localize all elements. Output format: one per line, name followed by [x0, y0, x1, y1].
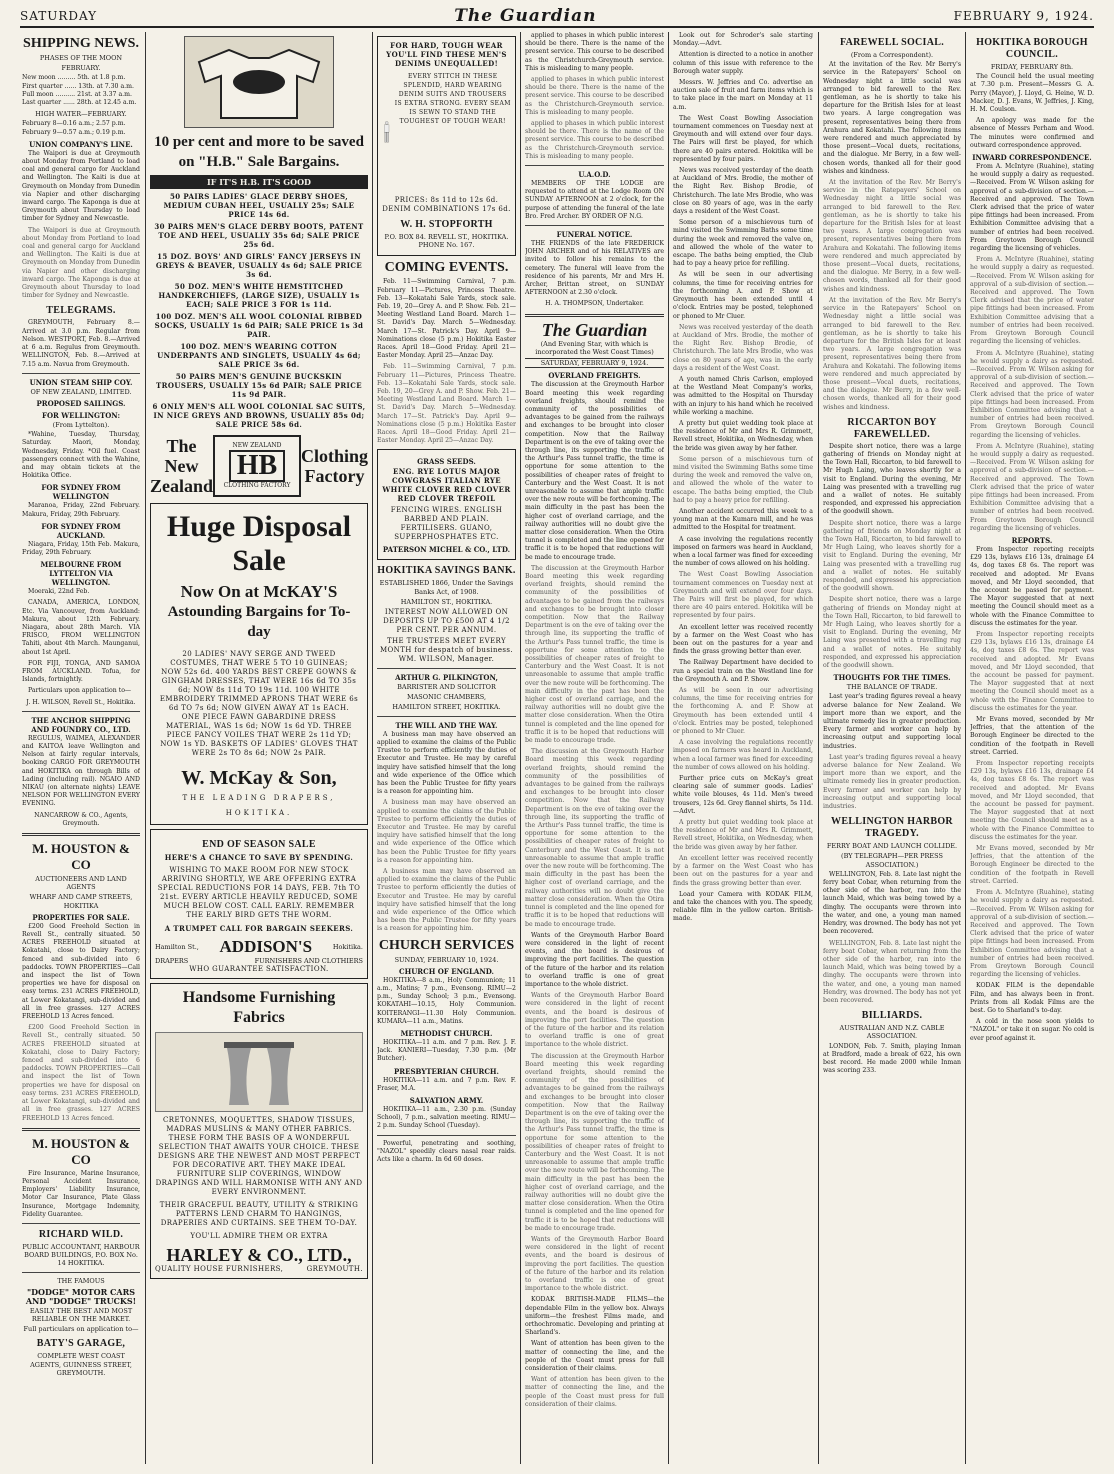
column-7 — [970, 32, 1094, 1464]
billiards-sub: AUSTRALIAN AND N.Z. CABLE ASSOCIATION. — [839, 1024, 945, 1041]
hb-logo-cf: CLOTHING FACTORY — [223, 482, 291, 489]
overland-text: The discussion at the Greymouth Harbor Board meeting this week regarding overland freights, should remind the community of the possibilities of advantages to be gained from the railways and exchanges to be brought into closer competition. Now that the Railway Department is on the eve of taking over the through line, its supporting the traffic of the Arthur's Pass tunnel traffic, the time is opportune for some attention to the possibilities of cheaper rates of freight to Canterbury and the West Coast. It is not unreasonable to assume that ample traffic over the new route will be forthcoming. The main difficulty in the past has been the higher cost of overland carriage, and the railway authorities will no doubt give the matter close consideration. When the Otira tunnel is completed and the line opened for traffic it is to be hoped that reductions will be made to encourage trade. — [525, 748, 664, 928]
houston-title: M. HOUSTON & CO — [32, 1135, 130, 1167]
nancarrow: NANCARROW & CO., Agents, Greymouth. — [34, 811, 128, 827]
kodak-text: KODAK BRITISH-MADE FILMS—the dependable Film in the yellow box. Always uniform—the freshest Films made, and orthochromatic. Developing and printing at Sharland's. — [525, 1296, 664, 1337]
properties-text: £200 Good Freehold Section in Revell St., centrally situated. 50 ACRES FREEHOLD situated at Kokatahi, close to Dairy Factory; fenced and sub-divided into 6 paddocks. TOWN PROPERTIES—Call and inspect the list of Town properties we have for disposal on easy terms. 231 ACRES FREEHOLD, at Lower Kokatangi, sub-divided and all in free grasses. 127 ACRES FREEHOLD 13 Acres fenced. — [22, 1024, 140, 1122]
farewell-corr: (From a Correspondent). — [850, 51, 934, 59]
hb-badge-row — [150, 435, 368, 497]
sale-item: 6 ONLY MEN'S ALL WOOL COLONIAL SAC SUITS, IN NICE GREYS AND BROWNS, USUALLY 85s 0d; SALE PRICE 58s 6d. — [152, 402, 366, 429]
trumpet: A TRUMPET CALL FOR BARGAIN SEEKERS. — [164, 924, 354, 933]
barrister: BARRISTER AND SOLICITOR — [397, 683, 496, 692]
riccarton-text: Despite short notice, there was a large gathering of friends on Monday night at the Town Hall, Riccarton, to bid farewell to Mr Hugh Laing, who leaves shortly for a visit to England. During the evening, Mr Laing was presented with a travelling rug and a wallet of notes. He suitably responded, and expressed his appreciation of the goodwill shown. — [823, 519, 961, 593]
clothing: Clothing — [300, 446, 368, 466]
paterson: PATERSON MICHEL & CO., LTD. — [382, 545, 511, 555]
addison-hamilton: Hamilton St., — [155, 942, 199, 951]
moon-phase: New moon ......... 5th. at 1.8 p.m. — [22, 74, 126, 82]
richard-wild: RICHARD WILD. — [38, 1228, 124, 1240]
coe-text: HOKITIKA—8 a.m., Holy Communion; 11 a.m., Matins; 7 p.m., Evensong. RIMU—2 p.m., Sunday School; 3 p.m., Evensong. KOKATAHI—10.15, Holy Communion. KOITERANGI—11.30 Holy Communion. KUMARA—11 a.m., Matins. — [377, 976, 516, 1025]
sailings-title: PROPOSED SAILINGS. — [36, 398, 126, 408]
farewell-title: FAREWELL SOCIAL. — [839, 37, 945, 48]
wharf: WHARF AND CAMP STREETS, HOKITIKA — [29, 893, 133, 910]
farewell-text: At the invitation of the Rev. Mr Berry's service in the Ratepayers' School on Wednesday night a little social was arranged to bid farewell to the Rev. gentleman, as he is shortly to take his departure for the British Isles for at least two years. A large congregation was present, representatives being there from Arahura and Kokatahi. The following items were rendered and much appreciated by those present—Vocal duets, recitations, and the dialogue. Mr Berry, in a few well-chosen words, thanked all for their good wishes and kindness. — [823, 61, 961, 175]
ferry-collide: FERRY BOAT AND LAUNCH COLLIDE. — [826, 842, 958, 851]
thoughts-text: Last year's trading figures reveal a heavy adverse balance for New Zealand. We import more than we export, and the ultimate remedy lies in greater production. Every farmer and worker can help by increasing output and supporting local industries. — [823, 693, 961, 750]
union-text: The Waipori is due at Greymouth about Monday from Portland to load coal and general cargo for Auckland and Wellington. The Kaiti is due at Greymouth on Monday from Dunedin via Napier and other discharging inward cargo. The Kaponga is due at Greymouth about Thursday to load timber for Sydney and Newcastle. — [22, 226, 140, 300]
funeral-title: FUNERAL NOTICE. — [556, 230, 633, 240]
admire-text: YOU'LL ADMIRE THEM OR EXTRA — [190, 1232, 328, 1241]
shirt-icon — [189, 42, 329, 122]
sale-word: Sale — [232, 544, 286, 577]
harley-ad — [150, 983, 368, 1279]
properties-title: PROPERTIES FOR SALE. — [32, 912, 130, 922]
column-rule — [145, 32, 146, 1464]
zealand: Zealand — [150, 476, 214, 496]
telegrams-text: GREYMOUTH, February 8.—Arrived at 3.0 p.m. Regular from Nelson. WESTPORT, Feb. 8.—Arrived at 6 a.m. Regulus from Greymouth. WELLINGTON, Feb. 8.—Arrived at 7.15 a.m. Navua from Greymouth. — [22, 319, 140, 368]
properties-text: £200 Good Freehold Section in Revell St., centrally situated. 50 ACRES FREEHOLD situated at Kokatahi, close to Dairy Factory; fenced and sub-divided into 6 paddocks. TOWN PROPERTIES—Call and inspect the list of Town properties we have for disposal on easy terms. 231 ACRES FREEHOLD, at Lower Kokatangi, sub-divided and all in free grasses. 127 ACRES FREEHOLD 13 Acres fenced. — [22, 922, 140, 1021]
hb-logo — [213, 435, 301, 497]
hard-wear: FOR HARD, TOUGH WEAR YOU'LL FIND THESE MEN'S DENIMS UNEQUALLED! — [386, 41, 507, 68]
news-item: A youth named Chris Carlson, employed at the Westland Meat Company's works, was admitted to the Hospital on Thursday with an injury to his hand which he received while working a machine. — [673, 375, 813, 416]
wanted-text: Want of attention has been given to the matter of connecting the line, and the people of the Coast must press for full consideration of their claims. — [525, 1376, 664, 1408]
heres-chance: HERE'S A CHANCE TO SAVE BY SPENDING. — [164, 853, 354, 862]
news-item: As will be seen in our advertising columns, the time for receiving entries for the forthcoming A. and P. Show at Greymouth has been extended until 4 o'clock. Entries may be posted, telephoned or phoned to Mr Cluer. — [673, 687, 813, 736]
news-item: News was received yesterday of the death at Auckland of Mrs. Brodie, the mother of the Right Rev. Bishop Brodie, of Christchurch. The late Mrs Brodie, who was close on 80 years of age, was in the early days a resident of the West Coast. — [673, 167, 813, 216]
paterson-ad — [377, 449, 516, 560]
high-water-row: February 9—0.57 a.m.; 0.19 p.m. — [22, 128, 126, 136]
addison-furnishers: FURNISHERS AND CLOTHIERS — [254, 957, 363, 965]
undertaker: H. A. THOMPSON, Undertaker. — [545, 300, 644, 308]
sydney-text: Maranoa, Friday, 22nd February. Makura, Friday, 29th February. — [22, 502, 140, 518]
news-item: Another accident occurred this week to a young man at the Kumara mill, and he was admitted to the Hospital for treatment. — [673, 507, 813, 532]
news-item: Attention is directed to a notice in another column of this issue with reference to the Borough water supply. — [673, 51, 813, 75]
sale-item: 50 DOZ. MEN'S WHITE HEMSTITCHED HANDKERCHIEFS, (LARGE SIZE), USUALLY 1s EACH; SALE PRICE 3 FOR 1s 11d. — [158, 282, 360, 309]
inward-text: From A. McIntyre (Ruahine), stating he would supply a dairy as requested.—Received. From W. Wilson asking for approval of a sub-division of section.—Received and approved. The Town Clerk advised that the price of water pipe fittings had been increased. From Exhibition Committee advising that a number of entries had been received. From Greytown Borough Council regarding the licensing of vehicles. — [970, 256, 1094, 346]
handsome-fabrics: Handsome Furnishing Fabrics — [182, 989, 336, 1027]
dodge-title: "DODGE" MOTOR CARS AND "DODGE" TRUCKS! — [25, 1286, 137, 1306]
houston-title: M. HOUSTON & CO — [32, 841, 130, 873]
column-rule — [520, 32, 521, 1464]
news-item: As will be seen in our advertising columns, the time for receiving entries for the forthcoming A. and P. Show at Greymouth has been extended until 4 o'clock. Entries may be posted, telephoned or phoned to Mr Cluer. — [673, 271, 813, 320]
pilkington-address: HAMILTON STREET, HOKITIKA. — [392, 703, 501, 712]
news-item: The West Coast Bowling Association tournament commences on Tuesday next at Greymouth and will extend over four days. The Pairs will first be played, for which there are 40 pairs entered. Hokitika will be represented by four pairs. — [673, 571, 813, 620]
addison-guarantee: WHO GUARANTEE SATISFACTION. — [189, 965, 329, 974]
news-item: The Railway Department have decided to run a special train on the Westland line for the Greymouth A. and P. Show. — [673, 659, 813, 683]
end-season: END OF SEASON SALE — [202, 839, 316, 850]
agent: J. H. WILSON, Revell St., Hokitika. — [26, 698, 136, 706]
telegrams-title: TELEGRAMS. — [46, 305, 116, 317]
council-date: FRIDAY, FEBRUARY 8th. — [990, 63, 1074, 71]
disposal-text: 20 LADIES' NAVY SERGE AND TWEED COSTUMES, THAT WERE 5 TO 10 GUINEAS; NOW 52s 6d. 400 YARDS BEST CREPE GOWNS & GINGHAM DRESSES, THAT WERE 16s 6d TO 35s 6d; NOW 8s 11d TO 19s 11d. 100 WHITE EMBROIDERY TRIMMED APRONS THAT WERE 6s 6d TO 7s 6d; NOW GIVEN AWAY AT 1s EACH. ONE PIECE FAWN GABARDINE DRESS MATERIAL, WAS 1s 6d; NOW 1s 6d YD. THREE PIECE FANCY VOILES THAT WERE 2s 11d YD; NOW 1s YD. BASKETS OF LADIES' GLOVES THAT WERE 2s TO 8s 6d; NOW 2s PAIR. — [159, 650, 359, 757]
billiards-text: LONDON, Feb. 7. Smith, playing Inman at Bradford, made a break of 622, his own best record. He made 2000 while Inman was scoring 233. — [823, 1042, 961, 1075]
richard-wild-sub: PUBLIC ACCOUNTANT, HARBOUR BOARD BUILDINGS, P.O. BOX No. 14 HOKITIKA. — [22, 1242, 140, 1268]
fencing: FENCING WIRES. ENGLISH BARBED AND PLAIN. FERTILISERS. GUANO, SUPERPHOSPHATES ETC. — [390, 506, 503, 542]
uss-title: UNION STEAM SHIP COY. — [29, 377, 133, 387]
famous: THE FAMOUS — [57, 1276, 105, 1285]
balance-title: THE BALANCE OF TRADE. — [846, 683, 938, 692]
riccarton-text: Despite short notice, there was a large gathering of friends on Monday night at the Town Hall, Riccarton, to bid farewell to Mr Hugh Laing, who leaves shortly for a visit to England. During the evening, Mr Laing was presented with a travelling rug and a wallet of notes. He suitably responded, and expressed his appreciation of the goodwill shown. — [823, 442, 961, 516]
hb-logo-nz: NEW ZEALAND — [232, 441, 282, 449]
nazol-ad: Powerful, penetrating and soothing, "NAZOL" speedily clears nasal rear raids. Acts like a charm. In 6d 60 doses. — [377, 1139, 516, 1164]
inward-text: From A. McIntyre (Ruahine), stating he would supply a dairy as requested.—Received. From W. Wilson asking for approval of a sub-division of section.—Received and approved. The Town Clerk advised that the price of water pipe fittings had been increased. From Exhibition Committee advising that a number of entries had been received. From Greytown Borough Council regarding the licensing of vehicles. — [970, 349, 1094, 439]
stopforth-ad — [377, 36, 516, 256]
coming-events: COMING EVENTS. — [384, 260, 509, 276]
masthead — [20, 6, 1094, 28]
evans-text: Mr Evans moved, seconded by Mr Jeffries, that the attention of the Borough Engineer be directed to the condition of the footpath in Revell street. Carried. — [970, 845, 1094, 885]
reports-title: REPORTS. — [1011, 535, 1053, 545]
masonic: MASONIC CHAMBERS, — [406, 693, 487, 702]
addison-drapers: DRAPERS — [155, 957, 189, 965]
top-text: applied to phases in which public interest should be there. There is the name of the present service. This course to be described as the Christchurch-Greymouth service. This is misleading to many people. — [525, 76, 664, 116]
salvation-title: SALVATION ARMY. — [409, 1096, 484, 1105]
salvation-text: HOKITIKA—11 a.m., 2.30 p.m. (Sunday School), 7 p.m., salvation meeting. RIMU—2 p.m. Sunday School (Tuesday). — [377, 1106, 516, 1130]
wants-text: Wants of the Greymouth Harbor Board were considered in the light of recent events, and the board is desirous of improving the port facilities. The question of the future of the harbor and its relation to overland traffic is one of great importance to the whole district. — [525, 992, 664, 1049]
moon-phase: Last quarter ...... 28th. at 12.45 a.m. — [22, 99, 137, 107]
denim-prices: PRICES: 8s 11d to 12s 6d. DENIM COMBINATIONS 17s 6d. — [382, 196, 511, 213]
union-title: UNION COMPANY'S LINE. — [29, 139, 133, 149]
column-4 — [525, 32, 664, 1464]
high-water-title: HIGH WATER—FEBRUARY. — [35, 110, 127, 119]
factory: Factory — [304, 466, 365, 486]
will-text: A business man may have observed an applied to examine the claims of the Public Trustee to perform efficiently the duties of Executor and Trustee. He may by careful inquiry have satisfied himself that the long and wide experience of the Office which has been the Public Trustee for fifty years is a reason for appointing him. — [377, 799, 516, 864]
column-ads — [150, 32, 368, 1464]
events-text: Feb. 11—Swimming Carnival, 7 p.m. February 11—Pictures, Princess Theatre. Feb. 13—Kokatahi Sale Yards, stock sale. Feb. 19, 20—Grey A. and P. Show. Feb. 21—Meeting Westland Land Board. March 1—St. David's Day. March 5—Wednesday. March 17—St. Patrick's Day. April 9—Nominations close (5 p.m.) Hokitika Easter Races. April 18—Good Friday. April 21—Easter Monday. April 25—Anzac Day. — [377, 363, 516, 445]
top-text: applied to phases in which public interest should be there. There is the name of the present service. This course to be described as the Christchurch-Greymouth service. This is misleading to many people. — [525, 120, 664, 160]
riccarton-text: Despite short notice, there was a large gathering of friends on Monday night at the Town Hall, Riccarton, to bid farewell to Mr Hugh Laing, who leaves shortly for a visit to England. During the evening, Mr Laing was presented with a travelling rug and a wallet of notes. He suitably responded, and expressed his appreciation of the goodwill shown. — [823, 596, 961, 670]
dodge-easily: EASILY THE BEST AND MOST RELIABLE ON THE MARKET. — [29, 1306, 133, 1323]
quality-house: QUALITY HOUSE FURNISHERS, — [155, 1265, 284, 1274]
news-item: A case involving the regulations recently imposed on farmers was heard in Auckland, when a local farmer was fined for exceeding the number of cows allowed on his holding. — [673, 739, 813, 771]
news-item: News was received yesterday of the death at Auckland of Mrs. Brodie, the mother of the Right Rev. Bishop Brodie, of Christchurch. The late Mrs Brodie, who was close on 80 years of age, was in the early days a resident of the West Coast. — [673, 323, 813, 372]
baty-sub: COMPLETE WEST COAST AGENTS, GUINNESS STREET, GREYMOUTH. — [30, 1352, 132, 1377]
stopforth-address: P.O. BOX 84. REVELL ST., HOKITIKA. PHONE No. 167. — [384, 233, 509, 250]
pilkington: ARTHUR G. PILKINGTON, — [395, 673, 498, 683]
church-services: CHURCH SERVICES — [378, 937, 515, 953]
reports-text: From Inspector reporting receipts £29 13s, bylaws £16 13s, drainage £4 4s, dog taxes £8 6s. The report was received and adopted. Mr Evans moved, and Mr Lloyd seconded, that the account be passed for payment. The Mayor suggested that at next meeting the Council should meet as a whole with the Finance Committee to discuss the estimates for the year. — [970, 545, 1094, 627]
inward-text: From A. McIntyre (Ruahine), stating he would supply a dairy as requested.—Received. From W. Wilson asking for approval of a sub-division of section.—Received and approved. The Town Clerk advised that the price of water pipe fittings had been increased. From Exhibition Committee advising that a number of entries had been received. From Greytown Borough Council regarding the licensing of vehicles. — [970, 889, 1094, 979]
news-item: Messrs. W. Jeffries and Co. advertise an auction sale of fruit and farm items which is to take place in the mart on Monday at 11 a.m. — [673, 79, 813, 111]
union-text: The Waipori is due at Greymouth about Monday from Portland to load coal and general cargo for Auckland and Wellington. The Kaiti is due at Greymouth on Monday from Dunedin via Napier and other discharging inward cargo. The Kaponga is due at Greymouth about Thursday to load timber for Sydney and Newcastle. — [22, 149, 140, 223]
dodge-particulars: Full particulars on application to— — [23, 1325, 139, 1334]
addison-ad — [150, 829, 368, 979]
harley-co: HARLEY & CO., LTD., — [166, 1245, 352, 1266]
will-text: A business man may have observed an applied to examine the claims of the Public Trustee to perform efficiently the duties of Executor and Trustee. He may by careful inquiry have satisfied himself that the long and wide experience of the Office which has been the Public Trustee for fifty years is a reason for appointing him. — [377, 867, 516, 933]
news-item: An excellent letter was received recently by a farmer on the West Coast who has been out on the pastures for a year and finds the grass growing better than ever. — [673, 854, 813, 887]
wanted-text: Want of attention has been given to the matter of connecting the line, and the people of the Coast must press for full consideration of their claims. — [525, 1340, 664, 1373]
column-3 — [377, 32, 516, 1464]
sale-item: 100 DOZ. MEN'S WEARING COTTON UNDERPANTS AND SINGLETS, USUALLY 4s 6d; SALE PRICE 3s 6d. — [157, 342, 361, 369]
particulars: Particulars upon application to— — [28, 687, 132, 695]
uaod-text: MEMBERS OF THE LODGE are requested to attend at the Lodge Room ON SUNDAY AFTERNOON at 2 o'clock, for the purpose of attending the funeral of the late Bro. Fred Archer. BY ORDER OF N.G. — [525, 180, 664, 220]
farewell-text: At the invitation of the Rev. Mr Berry's service in the Ratepayers' School on Wednesday night a little social was arranged to bid farewell to the Rev. gentleman, as he is shortly to take his departure for the British Isles for at least two years. A large congregation was present, representatives being there from Arahura and Kokatahi. The following items were rendered and much appreciated by those present—Vocal duets, recitations, and the dialogue. Mr Berry, in a few well-chosen words, thanked all for their good wishes and kindness. — [823, 296, 961, 411]
inward-text: From A. McIntyre (Ruahine), stating he would supply a dairy as requested.—Received. From W. Wilson asking for approval of a sub-division of section.—Received and approved. The Town Clerk advised that the price of water pipe fittings had been increased. From Exhibition Committee advising that a number of entries had been received. From Greytown Borough Council regarding the licensing of vehicles. — [970, 442, 1094, 532]
evans-text: Mr Evans moved, seconded by Mr Jeffries, that the attention of the Borough Engineer be directed to the condition of the footpath in Revell street. Carried. — [970, 716, 1094, 756]
council-text: The Council held the usual meeting at 7.30 p.m. Present—Messrs G. A. Perry (Mayor), J. Lloyd, G. Heine, W. D. Macker, D. J. Evans, W. Jeffries, J. King, H. M. Coulson. — [970, 73, 1094, 114]
sale-item: 100 DOZ. MEN'S ALL WOOL COLONIAL RIBBED SOCKS, USUALLY 1s 6d PAIR; SALE PRICE 1s 3d PAIR. — [154, 312, 364, 339]
fabric-illustration — [155, 1032, 363, 1112]
moon-month: FEBRUARY. — [61, 64, 101, 73]
utility-text: THEIR GRACEFUL BEAUTY, UTILITY & STRIKING PATTERNS LEND CHARM TO HANGINGS, DRAPERIES AND CURTAINS. SEE THEM TO-DAY. — [159, 1201, 359, 1228]
column-5 — [673, 32, 813, 1464]
shirt-illustration — [184, 36, 334, 128]
mckay-son: W. McKay & Son, — [181, 767, 337, 789]
uss-subtitle: OF NEW ZEALAND, LIMITED. — [30, 387, 132, 396]
curtain-icon — [219, 1037, 299, 1107]
auckland-title: FOR SYDNEY FROM AUCKLAND. — [41, 521, 121, 540]
methodist-text: HOKITIKA—11 a.m. and 7 p.m. Rev. J. F. Jack. KANIERI—Tuesday, 7.30 p.m. (Mr Butcher). — [377, 1038, 516, 1063]
mckay-hokitika: HOKITIKA. — [225, 809, 293, 817]
thoughts-text: Last year's trading figures reveal a heavy adverse balance for New Zealand. We import more than we export, and the ultimate remedy lies in greater production. Every farmer and worker can help by increasing output and supporting local industries. — [823, 753, 961, 811]
hb-percent: 10 per cent and more to be saved on "H.B." Sale Bargains. — [154, 134, 364, 170]
overland-text: The discussion at the Greymouth Harbor Board meeting this week regarding overland freights, should remind the community of the possibilities of advantages to be gained from the railways and exchanges to be brought into closer competition. Now that the Railway Department is on the eve of taking over the through line, its supporting the traffic of the Arthur's Pass tunnel traffic, the time is opportune for some attention to the possibilities of cheaper rates of freight to Canterbury and the West Coast. It is not unreasonable to assume that ample traffic over the new route will be forthcoming. The main difficulty in the past has been the higher cost of overland carriage, and the railway authorities will no doubt give the matter close consideration. When the Otira tunnel is completed and the line opened for traffic it is to be hoped that reductions will be made to encourage trade. — [525, 1052, 664, 1232]
guardian-subtitle: (And Evening Star, with which is incorporated the West Coast Times) — [535, 339, 654, 356]
wellington-text: WELLINGTON, Feb. 8. Late last night the ferry boat Cobar, when returning from the other side of the harbor, ran into the launch Maid, which was being towed by a dinghy. The occupants were thrown into the water, and one, a young man named Hendry, was drowned. The body has not yet been recovered. — [823, 870, 961, 936]
presby-title: PRESBYTERIAN CHURCH. — [394, 1066, 499, 1076]
astounding: Astounding Bargains for To-day — [167, 604, 351, 640]
addison-hokitika: Hokitika. — [332, 942, 363, 951]
moon-phase: Full moon .......... 21st. at 3.37 a.m. — [22, 90, 132, 98]
wants-text: Wants of the Greymouth Harbor Board were considered in the light of recent events, and the board is desirous of improving the port facilities. The question of the future of the harbor and its relation to overland traffic is one of great importance to the whole district. — [525, 931, 664, 988]
column-6 — [823, 32, 961, 1464]
cretonnes-text: CRETONNES, MOQUETTES, SHADOW TISSUES, MADRAS MUSLINS & MANY OTHER FABRICS. THESE FORM THE BASIS OF A WONDERFUL SELECTION THAT AWAITS YOUR CHOICE. THESE DESIGNS ARE THE NEWEST AND MOST PERFECT FOR DECORATIVE ART. THEY MAKE IDEAL FURNITURE SLIP COVERINGS, WINDOW DRAPINGS AND WILL HARMONISE WITH ANY AND EVERY ENVIRONMENT. — [155, 1116, 363, 1197]
sydney-title: FOR SYDNEY FROM WELLINGTON — [41, 483, 121, 502]
mckay-ad — [150, 503, 368, 825]
sale-item: 50 PAIRS LADIES' GLACE DERBY SHOES, MEDIUM CUBAN HEEL, USUALLY 25s; SALE PRICE 14s 6d. — [163, 192, 355, 219]
column-rule — [668, 32, 669, 1464]
wellington-text: *Wahine, Tuesday, Thursday, Saturday. Maori, Monday, Wednesday, Friday. *Oil fuel. Coast passengers connect with the Wahine, and may obtain tickets at the Hokitika Office. — [22, 431, 140, 480]
column-shipping — [22, 32, 140, 1464]
stopforth: W. H. STOPFORTH — [400, 219, 493, 230]
hb-logo-letters: HB — [229, 450, 285, 482]
auckland-text: Niagara, Friday, 15th Feb. Makura, Friday, 29th February. — [22, 540, 140, 556]
overland-text: The discussion at the Greymouth Harbor Board meeting this week regarding overland freights, should remind the community of the possibilities of advantages to be gained from the railways and exchanges to be brought into closer competition. Now that the Railway Department is on the eve of taking over the through line, its supporting the traffic of the Arthur's Pass tunnel traffic, the time is opportune for some attention to the possibilities of cheaper rates of freight to Canterbury and the West Coast. It is not unreasonable to assume that ample traffic over the new route will be forthcoming. The main difficulty in the past has been the higher cost of overland carriage, and the railway authorities will no doubt give the matter close consideration. When the Otira tunnel is completed and the line opened for traffic it is to be hoped that reductions will be made to encourage trade. — [525, 564, 664, 745]
the-new: The New — [164, 436, 199, 476]
billiards-title: BILLIARDS. — [861, 1010, 923, 1022]
news-item: Some person of a mischievous turn of mind visited the Swimming Baths some time during the week and removed the valve on, and allowed the whole of the water to escape. The baths being emptied, the Club had to pay a heavy price for refilling. — [673, 455, 813, 504]
news-item: Some person of a mischievous turn of mind visited the Swimming Baths some time during the week and removed the valve on, and allowed the whole of the water to escape. The baths being emptied, the Club had to pay a heavy price for refilling. — [673, 219, 813, 268]
apology-text: An apology was made for the absence of Messrs Perham and Wood. The minutes were confirmed and outward correspondence approved. — [970, 117, 1094, 149]
news-item: A pretty but quiet wedding took place at the residence of Mr and Mrs R. Grimmett, Revell street, Hokitika, on Wednesday, when the bride was given away by her father. — [673, 819, 813, 851]
anchor-title: THE ANCHOR SHIPPING AND FOUNDRY CO., LTD. — [31, 715, 131, 734]
column-rule — [965, 32, 966, 1464]
thoughts-title: THOUGHTS FOR THE TIMES. — [833, 673, 951, 683]
news-item: An excellent letter was received recently by a farmer on the West Coast who has been out on the pastures for a year and finds the grass growing better than ever. — [673, 623, 813, 656]
top-text: applied to phases in which public interest should be there. There is the name of the present service. This course to be described as the Christchurch-Greymouth service. This is misleading to many people. — [525, 32, 664, 72]
news-item: A case involving the regulations recently imposed on farmers was heard in Auckland, when a local farmer was fined for exceeding the number of cows allowed on his holding. — [673, 535, 813, 568]
news-item: Further price cuts on McKay's great clearing sale of summer goods. Ladies' white voile blouses, 4s 11d. Men's tweed trousers, 12s 6d. Grey flannel shirts, 5s 11d.—Advt. — [673, 775, 813, 815]
overland-text: The discussion at the Greymouth Harbor Board meeting this week regarding overland freights, should remind the community of the possibilities of advantages to be gained from the railways and exchanges to be brought into closer competition. Now that the Railway Department is on the eve of taking over the through line, its supporting the traffic of the Arthur's Pass tunnel traffic, the time is opportune for some attention to the possibilities of cheaper rates of freight to Canterbury and the West Coast. It is not unreasonable to assume that ample traffic over the new route will be forthcoming. The main difficulty in the past has been the higher cost of overland carriage, and the railway authorities will no doubt give the matter close consideration. When the Otira tunnel is completed and the line opened for traffic it is to be hoped that reductions will be made to encourage trade. — [525, 381, 664, 561]
melbourne-text: Moeraki, 22nd Feb. — [28, 588, 90, 596]
shipping-title: SHIPPING NEWS. — [23, 36, 139, 51]
news-item: The West Coast Bowling Association tournament commences on Tuesday next at Greymouth and will extend over four days. The Pairs will first be played, for which there are 40 pairs entered. Hokitika will be represented by four pairs. — [673, 114, 813, 163]
wellington-tragedy: WELLINGTON HARBOR TRAGEDY. — [831, 816, 953, 840]
column-rule — [372, 32, 373, 1464]
inward-title: INWARD CORRESPONDENCE. — [972, 153, 1092, 163]
moon-title: PHASES OF THE MOON — [39, 54, 123, 62]
riccarton-title: RICCARTON BOY FAREWELLED. — [847, 416, 937, 440]
masthead-title: The Guardian — [454, 6, 597, 26]
kodak-text: KODAK FILM is the dependable Film, and has always been in front. Prints from all Kodak Films are the best. Go to Sharland's to-day. — [970, 982, 1094, 1014]
wishing-text: WISHING TO MAKE ROOM FOR NEW STOCK ARRIVING SHORTLY, WE ARE OFFERING EXTRA SPECIAL REDUCTIONS FOR 14 DAYS, FEB. 7th TO 21st. EVERY ARTICLE HEAVILY REDUCED, SOME MUCH BELOW COST. CALL EARLY. REMEMBER THE EARLY BIRD GETS THE WORM. — [157, 866, 361, 919]
will-text: A business man may have observed an applied to examine the claims of the Public Trustee to perform efficiently the duties of Executor and Trustee. He may by careful inquiry have satisfied himself that the long and wide experience of the Office which has been the Public Trustee for fifty years is a reason for appointing him. — [377, 730, 516, 796]
news-item: Load your Camera with KODAK FILM, and take the chances with you. The speedy, reliable film in the yellow carton. British-made. — [673, 890, 813, 923]
will-title: THE WILL AND THE WAY. — [395, 720, 498, 730]
masthead-day: SATURDAY — [20, 9, 98, 23]
addisons: ADDISON'S — [219, 937, 313, 956]
wants-text: Wants of the Greymouth Harbor Board were considered in the light of recent events, and the board is desirous of improving the port facilities. The question of the future of the harbor and its relation to overland traffic is one of great importance to the whole district. — [525, 1236, 664, 1293]
fiji-text: FOR FIJI, TONGA, AND SAMOA FROM AUCKLAND. Tofua, for Islands, fortnightly. — [22, 659, 140, 684]
worker-icon — [382, 72, 391, 192]
huge-disposal: Huge Disposal — [166, 510, 352, 543]
now-on: Now On at McKAY'S — [180, 582, 338, 601]
uaod-title: U.A.O.D. — [578, 170, 611, 180]
houston-subtitle: AUCTIONEERS AND LAND AGENTS — [35, 875, 127, 892]
sale-item: 50 PAIRS MEN'S GENUINE BUCKSKIN TROUSERS, USUALLY 15s 6d PAIR; SALE PRICE 11s 9d PAIR. — [156, 372, 362, 399]
savings-address: HAMILTON ST., HOKITIKA. — [400, 597, 493, 606]
wellington-text: WELLINGTON, Feb. 8. Late last night the ferry boat Cobar, when returning from the other side of the harbor, ran into the launch Maid, which was being towed by a dinghy. The occupants were thrown into the water, and one, a young man named Hendry, was drowned. The body has not yet been recovered. — [823, 939, 961, 1004]
guardian-date: SATURDAY, FEBRUARY 9, 1924. — [525, 358, 664, 368]
moon-phase: First quarter ...... 13th. at 7.30 a.m. — [22, 82, 134, 90]
savings-trustees: THE TRUSTEES MEET EVERY MONTH for despatch of business. WM. WILSON, Manager. — [379, 637, 514, 664]
sale-item: 15 DOZ. BOYS' AND GIRLS' FANCY JERSEYS IN GREYS & BEAVER, USUALLY 4s 6d; SALE PRICE 3s 6d. — [155, 252, 363, 279]
melbourne-title: MELBOURNE FROM LYTTELTON VIA WELLINGTON. — [40, 560, 122, 588]
reports-text: From Inspector reporting receipts £29 13s, bylaws £16 13s, drainage £4 4s, dog taxes £8 6s. The report was received and adopted. Mr Evans moved, and Mr Lloyd seconded, that the account be passed for payment. The Mayor suggested that at next meeting the Council should meet as a whole with the Finance Committee to discuss the estimates for the year. — [970, 760, 1094, 841]
savings-est: ESTABLISHED 1866, Under the Savings Banks Act, of 1908. — [379, 579, 514, 596]
baty-garage: BATY'S GARAGE, — [36, 1338, 126, 1350]
sale-item: 30 PAIRS MEN'S GLACE DERBY BOOTS, PATENT TOE AND HEEL, USUALLY 35s 6d; SALE PRICE 25s 6d. — [154, 222, 364, 249]
coe-title: CHURCH OF ENGLAND. — [399, 966, 494, 976]
guardian-title: The Guardian — [541, 319, 648, 340]
news-item: A pretty but quiet wedding took place at the residence of Mr and Mrs R. Grimmett, Revell street, Hokitika, on Wednesday, when the bride was given away by her father. — [673, 419, 813, 452]
if-its-good: IF IT'S H.B. IT'S GOOD — [150, 175, 368, 189]
anchor-text: REGULUS, WAIMEA, ALEXANDER and KAITOA leave Wellington and Nelson at fairly regular intervals, booking CARGO FOR GREYMOUTH and HOKITIKA on through Bills of Lading (including rail). NGAIO AND NIKAU (on alternate nights) LEAVE NELSON FOR WELLINGTON EVERY EVENING. — [22, 734, 140, 808]
high-water-row: February 8—0.16 a.m.; 2.57 p.m. — [22, 120, 126, 128]
funeral-text: THE FRIENDS of the late FREDERICK JOHN ARCHER and of his RELATIVES are invited to follow his remains to the cemetery. The funeral will leave from the residence of his parents, Mr and Mrs H. Archer, Brittan street, on SUNDAY AFTERNOON at 2.30 o'clock. — [525, 240, 664, 297]
reports-text: From Inspector reporting receipts £29 13s, bylaws £16 13s, drainage £4 4s, dog taxes £8 6s. The report was received and adopted. Mr Evans moved, and Mr Lloyd seconded, that the account be passed for payment. The Mayor suggested that at next meeting the Council should meet as a whole with the Finance Committee to discuss the estimates for the year. — [970, 631, 1094, 712]
presby-text: HOKITIKA—11 a.m. and 7 p.m. Rev. F. Fraser, M.A. — [377, 1076, 516, 1092]
nazol-text: A cold in the nose soon yields to "NAZOL" or take it on sugar. No cold is ever proof against it. — [970, 1018, 1094, 1042]
insurance-text: Fire Insurance, Marine Insurance, Personal Accident Insurance, Employers' Liability Insurance, Motor Car Insurance, Plate Glass Insurance, Mortgage Indemnity, Fidelity Guarantee. — [22, 1169, 140, 1218]
events-text: Feb. 11—Swimming Carnival, 7 p.m. February 11—Pictures, Princess Theatre. Feb. 13—Kokatahi Sale Yards, stock sale. Feb. 19, 20—Grey A. and P. Show. Feb. 21—Meeting Westland Land Board. March 1—St. David's Day. March 5—Wednesday. March 17—St. Patrick's Day. April 9—Nominations close (5 p.m.) Hokitika Easter Races. April 18—Good Friday. April 21—Easter Monday. April 25—Anzac Day. — [377, 278, 516, 360]
canada-text: CANADA, AMERICA, LONDON, Etc. Via Vancouver, from Auckland: Makura, about 12th February. Niagara, about 28th March. VIA FRISCO, FROM WELLINGTON Tahiti, about 4th March. Maunganui, about 1st April. — [22, 599, 140, 656]
church-date: SUNDAY, FEBRUARY 10, 1924. — [394, 955, 499, 964]
leading-drapers: THE LEADING DRAPERS, — [182, 794, 336, 802]
harley-greymouth: GREYMOUTH. — [306, 1265, 363, 1274]
methodist-title: METHODIST CHURCH. — [400, 1028, 493, 1038]
from-lyttelton: (From Lyttelton). — [52, 420, 110, 429]
column-rule — [818, 32, 819, 1464]
masthead-date: FEBRUARY 9, 1924. — [953, 9, 1094, 23]
stitch-text: EVERY STITCH IN THESE SPLENDID, HARD WEARING DENIM SUITS AND TROUSERS IS EXTRA STRONG. EVERY SEAM IS SEWN TO STAND THE TOUGHEST OF TOUGH WEAR! — [394, 73, 511, 125]
for-wellington: FOR WELLINGTON: — [41, 410, 121, 420]
press-assoc: (BY TELEGRAPH—PER PRESS ASSOCIATION.) — [841, 852, 943, 869]
inward-text: From A. McIntyre (Ruahine), stating he would supply a dairy as requested.—Received. From W. Wilson asking for approval of a sub-division of section.—Received and approved. The Town Clerk advised that the price of water pipe fittings had been increased. From Exhibition Committee advising that a number of entries had been received. From Greytown Borough Council regarding the licensing of vehicles. — [970, 163, 1094, 253]
grass-seeds: GRASS SEEDS. — [417, 457, 476, 467]
savings-bank: HOKITIKA SAVINGS BANK. — [377, 565, 516, 577]
savings-interest: INTEREST NOW ALLOWED ON DEPOSITS UP TO £500 AT 4 1/2 PER CENT. PER ANNUM. — [383, 608, 510, 635]
grass-list: ENG. RYE LOTUS MAJOR COWGRASS ITALIAN RYE WHITE CLOVER RED CLOVER RED CLOVER TREFOIL — [382, 467, 511, 504]
council-title: HOKITIKA BOROUGH COUNCIL. — [976, 37, 1088, 60]
farewell-text: At the invitation of the Rev. Mr Berry's service in the Ratepayers' School on Wednesday night a little social was arranged to bid farewell to the Rev. gentleman, as he is shortly to take his departure for the British Isles for at least two years. A large congregation was present, representatives being there from Arahura and Kokatahi. The following items were rendered and much appreciated by those present—Vocal duets, recitations, and the dialogue. Mr Berry, in a few well-chosen words, thanked all for their good wishes and kindness. — [823, 179, 961, 293]
overland-title: OVERLAND FREIGHTS. — [548, 371, 641, 381]
schroder: Look out for Schroder's sale starting Monday.—Advt. — [673, 32, 813, 48]
